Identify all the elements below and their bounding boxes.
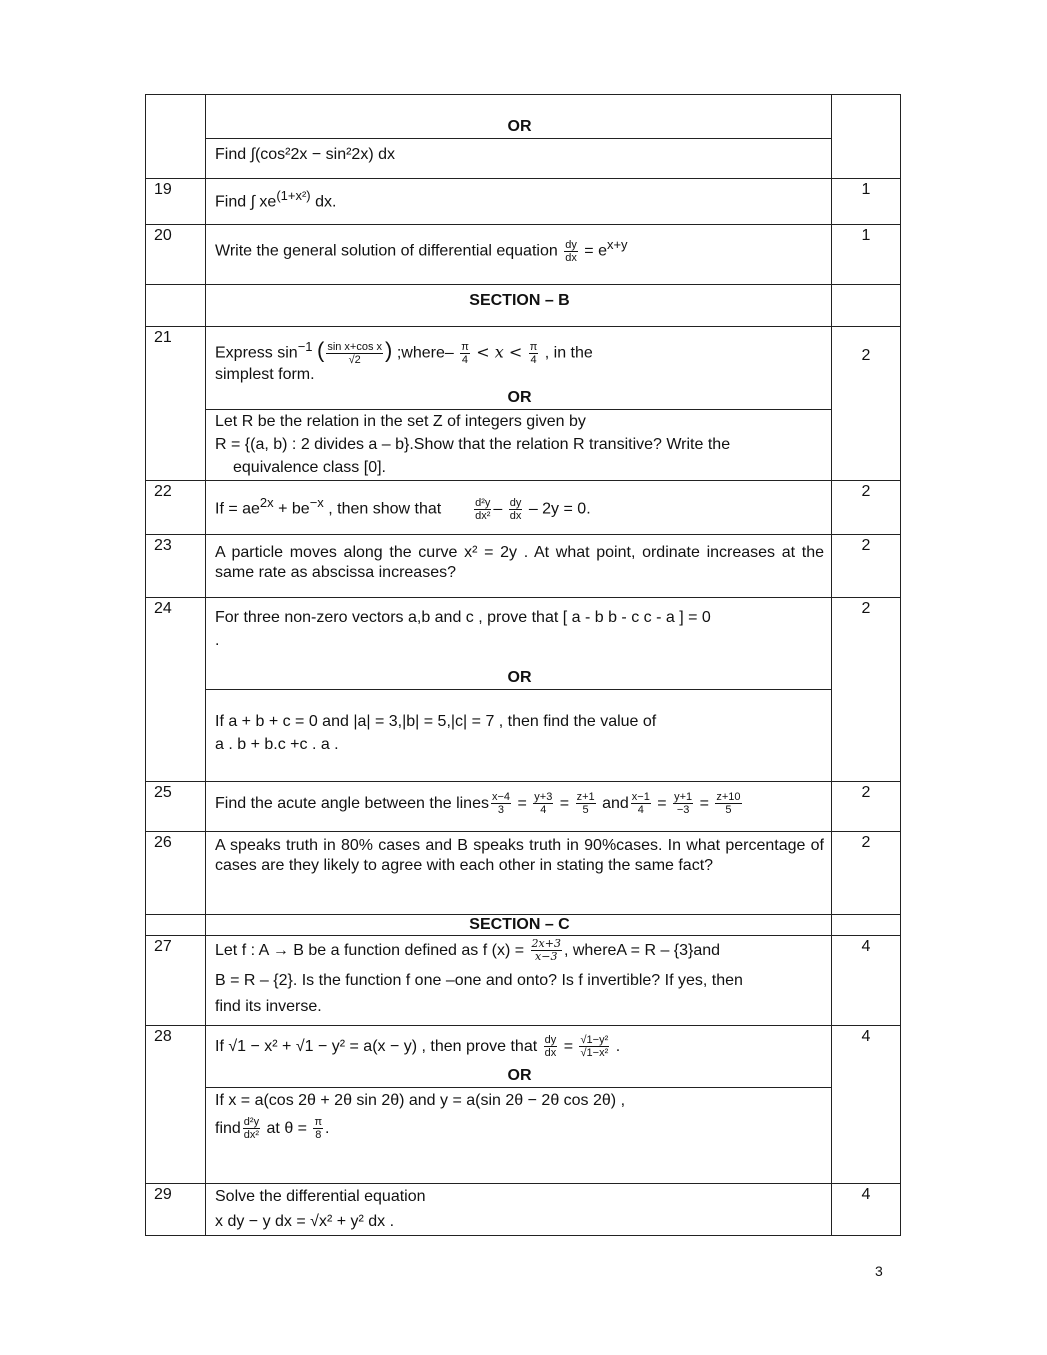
exponent: 2x xyxy=(259,495,274,510)
question-paragraph: A particle moves along the curve x² = 2y . At what point, ordinate increases at the same rate as abscissa increases? xyxy=(215,544,824,581)
numerator: √1−y² xyxy=(580,1034,609,1047)
question-line: simplest form. xyxy=(215,366,315,383)
period: . xyxy=(325,1120,330,1137)
question-text xyxy=(206,1184,832,1235)
numerator: π xyxy=(314,1116,323,1129)
question-text xyxy=(206,179,832,224)
fraction xyxy=(533,791,553,816)
question-text xyxy=(206,832,832,914)
section-cell xyxy=(206,915,832,935)
equals: = xyxy=(699,795,709,812)
question-line xyxy=(215,485,824,521)
question-line: If x = a(cos 2θ + 2θ sin 2θ) and y = a(sin 2θ − 2θ cos 2θ) , xyxy=(215,1092,626,1109)
table-row xyxy=(145,1184,901,1236)
denominator: 5 xyxy=(582,804,589,817)
function-definition: Let f : A → B be a function defined as f (x) = xyxy=(215,942,525,959)
question-line: B = R – {2}. Is the function f one –one and onto? Is f invertible? If yes, then xyxy=(215,972,743,989)
show-text: , then show that xyxy=(323,500,442,518)
denominator: √1−x² xyxy=(580,1047,609,1060)
numerator: x−4 xyxy=(491,791,511,804)
fraction xyxy=(673,791,693,816)
question-number: 22 xyxy=(145,481,206,534)
question-number: 19 xyxy=(145,179,206,224)
fraction xyxy=(564,239,578,264)
numerator: d²y xyxy=(475,496,491,509)
denominator: √2 xyxy=(348,353,361,366)
question-line: x dy − y dx = √x² + y² dx . xyxy=(215,1213,395,1230)
question-number: 28 xyxy=(145,1026,206,1183)
question-number xyxy=(145,915,206,935)
find-word: find xyxy=(215,1120,241,1137)
minus: – xyxy=(493,500,503,518)
denominator: x−3 xyxy=(535,950,558,964)
dx: dx. xyxy=(315,193,337,211)
rhs: = e xyxy=(584,242,607,260)
table-row xyxy=(145,327,901,481)
question-sentence: Find the acute angle between the lines xyxy=(215,795,489,812)
marks: 1 xyxy=(831,225,901,284)
alternative-question xyxy=(206,689,832,756)
marks: 2 xyxy=(831,598,901,781)
question-number: 21 xyxy=(145,327,206,480)
numerator: y+1 xyxy=(674,791,693,804)
question-line xyxy=(215,1030,824,1064)
question-line: For three non-zero vectors a,b and c , prove that [ a - b b - c c - a ] = 0 xyxy=(215,609,711,626)
question-line xyxy=(215,331,824,366)
question-text xyxy=(206,225,832,284)
question-line: . xyxy=(215,632,220,649)
or-label: OR xyxy=(507,1067,532,1084)
table-row xyxy=(145,782,901,832)
fraction xyxy=(460,341,470,366)
question-paragraph: A speaks truth in 80% cases and B speaks truth in 90%cases. In what percentage of cases are they likely to agree with each other in stating the same fact? xyxy=(215,837,824,874)
fraction xyxy=(531,938,562,963)
where-text: ;where– xyxy=(396,344,454,362)
question-line: If a + b + c = 0 and |a| = 3,|b| = 5,|c| = 7 , then find the value of xyxy=(215,713,657,730)
exponent: (1+x²) xyxy=(276,188,311,203)
marks xyxy=(831,95,901,178)
fraction xyxy=(491,791,511,816)
question-text-line: Find ∫(cos²2x − sin²2x) dx xyxy=(215,146,395,163)
fraction xyxy=(544,1034,558,1059)
fraction xyxy=(715,791,741,816)
marks xyxy=(831,915,901,935)
numerator: z+10 xyxy=(716,791,741,804)
question-number: 29 xyxy=(145,1184,206,1235)
denominator: dx xyxy=(565,251,577,264)
right-paren: ) xyxy=(385,337,393,363)
domain-text: , whereA = R – {3}and xyxy=(563,942,721,959)
in-the-text: , in the xyxy=(544,344,593,362)
question-table xyxy=(145,94,901,1236)
question-number xyxy=(145,285,206,326)
numerator: x−1 xyxy=(631,791,650,804)
table-row xyxy=(145,225,901,285)
fraction xyxy=(576,791,596,816)
question-line xyxy=(215,184,824,213)
exponent: −x xyxy=(309,495,324,510)
equals: = xyxy=(657,795,667,812)
question-sentence: If √1 − x² + √1 − y² = a(x − y) , then prove that xyxy=(215,1038,538,1055)
page-number: 3 xyxy=(875,1263,883,1279)
question-line xyxy=(215,936,824,966)
lhs: If = ae xyxy=(215,500,260,518)
marks: 1 xyxy=(831,179,901,224)
fraction xyxy=(509,497,523,522)
question-number: 23 xyxy=(145,535,206,597)
fraction xyxy=(313,1116,323,1141)
alternative-question xyxy=(206,1087,832,1146)
denominator: −3 xyxy=(676,804,690,817)
table-row xyxy=(145,481,901,535)
marks: 2 xyxy=(831,832,901,914)
table-row xyxy=(145,94,901,179)
question-text xyxy=(206,535,832,597)
section-row xyxy=(145,285,901,327)
question-number: 24 xyxy=(145,598,206,781)
marks: 2 xyxy=(831,327,901,480)
equals: = xyxy=(559,795,570,812)
question-text xyxy=(206,95,832,178)
section-title: SECTION – C xyxy=(469,916,570,933)
integral-question xyxy=(206,138,832,166)
equals: = xyxy=(563,1038,574,1055)
marks xyxy=(831,285,901,326)
denominator: 4 xyxy=(530,353,537,366)
alternative-question xyxy=(206,409,832,479)
left-paren: ( xyxy=(316,337,325,363)
table-row xyxy=(145,179,901,225)
question-line: Let R be the relation in the set Z of integers given by xyxy=(215,413,586,430)
section-row xyxy=(145,915,901,936)
question-line xyxy=(215,1112,824,1146)
fraction xyxy=(326,341,383,366)
fraction xyxy=(631,791,651,816)
marks: 4 xyxy=(831,1026,901,1183)
question-line: R = {(a, b) : 2 divides a – b}.Show that the relation R transitive? Write the xyxy=(215,436,731,453)
question-text xyxy=(206,782,832,831)
question-line: a . b + b.c +c . a . xyxy=(215,736,339,753)
numerator: d²y xyxy=(243,1116,260,1129)
denominator: 8 xyxy=(315,1129,322,1142)
question-number: 25 xyxy=(145,782,206,831)
question-text xyxy=(206,936,832,1025)
fraction xyxy=(243,1116,260,1141)
or-label: OR xyxy=(507,389,532,406)
question-text xyxy=(206,327,832,480)
table-row xyxy=(145,598,901,782)
marks: 2 xyxy=(831,782,901,831)
question-number: 26 xyxy=(145,832,206,914)
numerator: 2x+3 xyxy=(531,937,561,951)
exponent: x+y xyxy=(606,237,628,252)
question-text xyxy=(206,1026,832,1183)
question-text xyxy=(206,481,832,534)
marks: 4 xyxy=(831,936,901,1025)
or-label: OR xyxy=(507,118,532,135)
marks: 2 xyxy=(831,481,901,534)
numerator: sin x+cos x xyxy=(327,340,383,353)
numerator: y+3 xyxy=(534,791,553,804)
question-line: equivalence class [0]. xyxy=(233,459,386,476)
numerator: z+1 xyxy=(576,791,595,804)
denominator: dx² xyxy=(243,1129,260,1142)
denominator: 4 xyxy=(637,804,644,817)
marks: 4 xyxy=(831,1184,901,1235)
tail: – 2y = 0. xyxy=(528,500,591,518)
fraction xyxy=(529,341,539,366)
section-title: SECTION – B xyxy=(469,292,570,309)
table-row xyxy=(145,1026,901,1184)
table-row xyxy=(145,832,901,915)
table-row xyxy=(145,936,901,1026)
denominator: 4 xyxy=(461,353,469,366)
and-word: and xyxy=(602,795,629,812)
numerator: dy xyxy=(544,1034,557,1047)
numerator: π xyxy=(461,340,469,353)
express-text: Express sin xyxy=(215,344,298,362)
numerator: dy xyxy=(509,496,522,509)
denominator: dx² xyxy=(475,509,491,522)
period: . xyxy=(615,1038,621,1055)
equals: = xyxy=(517,795,527,812)
inverse-exponent: −1 xyxy=(297,339,313,354)
question-line xyxy=(215,233,824,264)
question-line: Solve the differential equation xyxy=(215,1188,426,1205)
fraction xyxy=(474,497,491,522)
question-line xyxy=(215,786,824,822)
question-text xyxy=(206,598,832,781)
denominator: dx xyxy=(544,1047,557,1060)
section-cell xyxy=(206,285,832,326)
question-number xyxy=(145,95,206,178)
inequality: < x < xyxy=(476,342,523,362)
fraction xyxy=(579,1034,609,1059)
numerator: dy xyxy=(565,238,577,251)
question-sentence: Write the general solution of differential equation xyxy=(215,242,558,260)
or-label: OR xyxy=(507,669,532,686)
find-word: Find xyxy=(215,193,247,211)
question-number: 27 xyxy=(145,936,206,1025)
table-row xyxy=(145,535,901,598)
at-text: at θ = xyxy=(262,1120,312,1137)
numerator: π xyxy=(529,340,538,353)
denominator: 5 xyxy=(725,804,732,817)
integral: ∫ xe xyxy=(250,193,277,211)
question-number: 20 xyxy=(145,225,206,284)
marks: 2 xyxy=(831,535,901,597)
denominator: 3 xyxy=(497,804,505,817)
denominator: 4 xyxy=(540,804,547,817)
denominator: dx xyxy=(509,509,522,522)
question-line: find its inverse. xyxy=(215,998,322,1015)
plus-term: + be xyxy=(273,500,310,518)
